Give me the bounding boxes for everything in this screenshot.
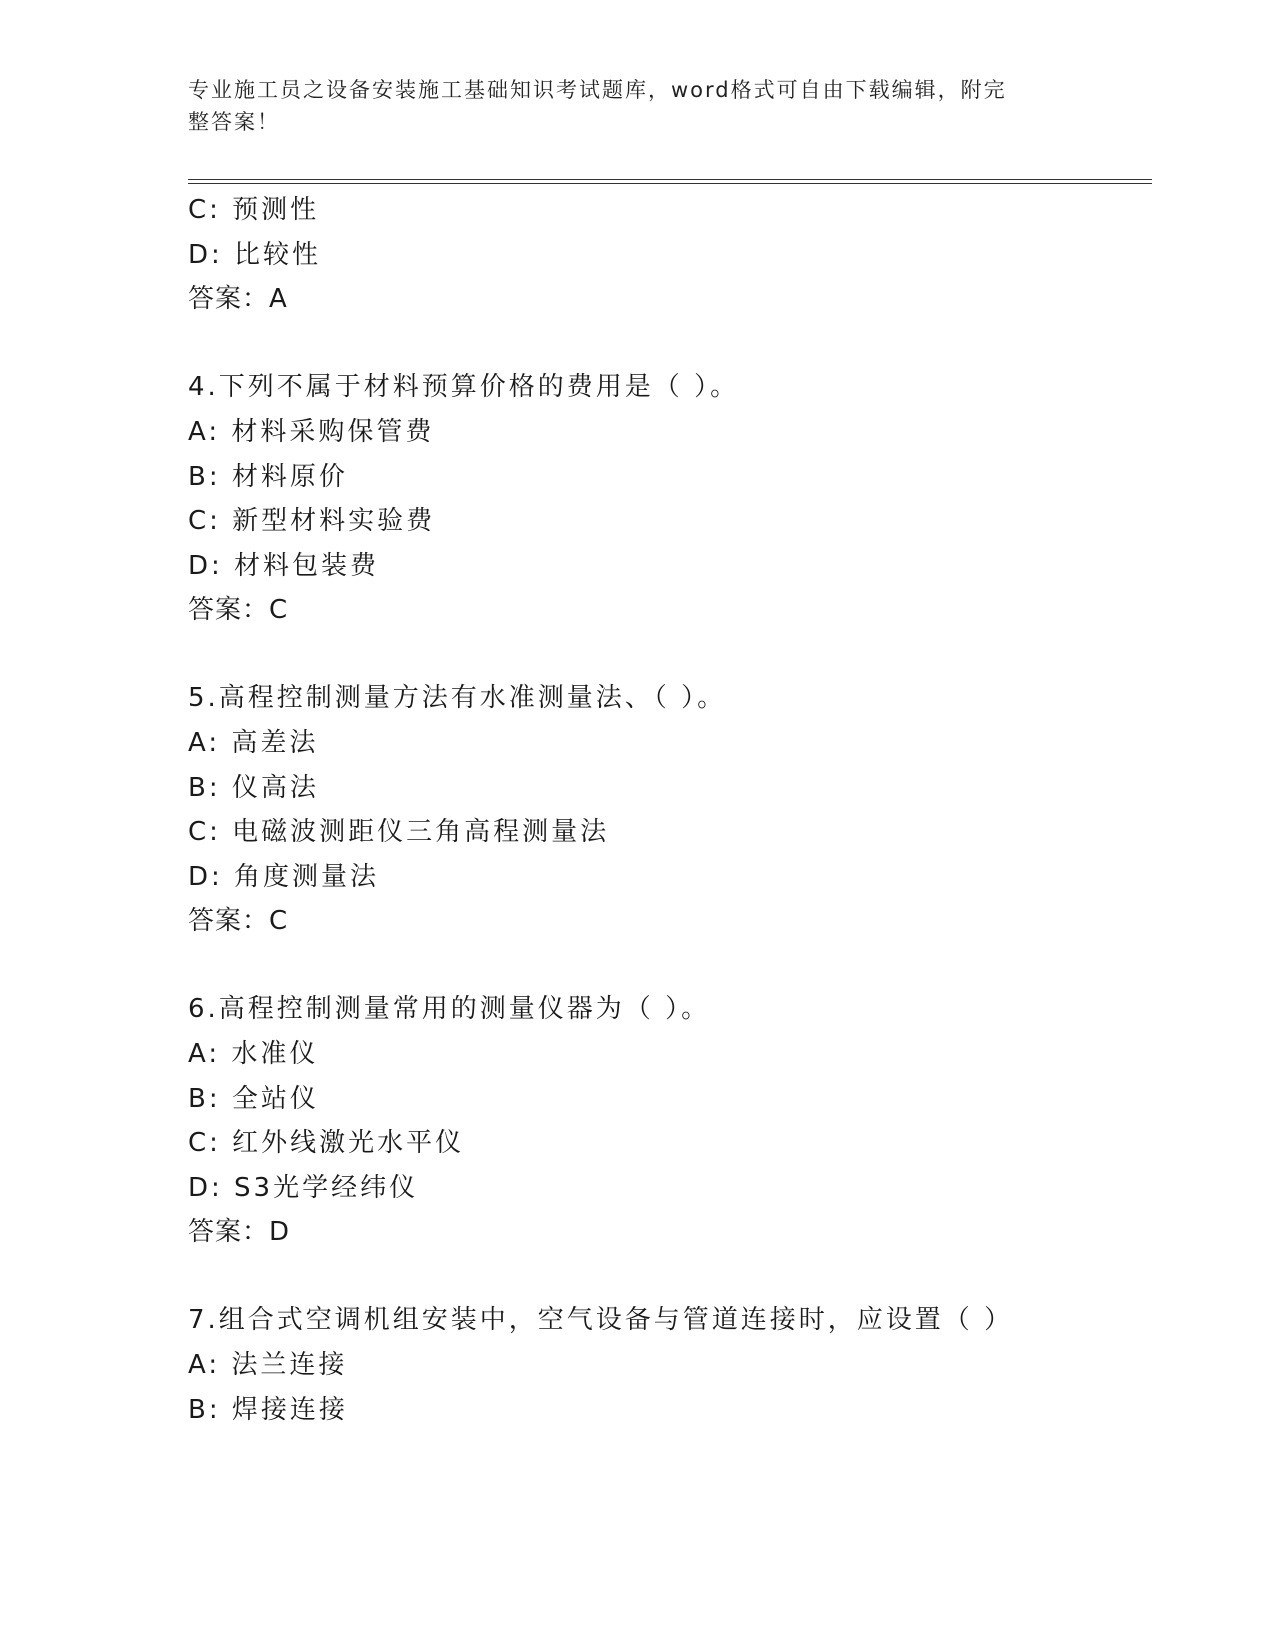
header-line-2: 整答案！	[188, 110, 280, 134]
option-a: A: 水准仪	[188, 1039, 319, 1069]
question-5: 5.高程控制测量方法有水准测量法、（ ）。	[188, 683, 727, 713]
option-d: D: 角度测量法	[188, 862, 380, 892]
answer: 答案：C	[188, 906, 289, 936]
option-c: C: 新型材料实验费	[188, 506, 436, 536]
answer: 答案：D	[188, 1217, 291, 1247]
answer: 答案：C	[188, 595, 289, 625]
option-a: A: 高差法	[188, 728, 319, 758]
header-rule-top	[188, 179, 1152, 180]
option-b: B: 材料原价	[188, 462, 348, 492]
option-b: B: 全站仪	[188, 1084, 319, 1114]
option-d: D: S3光学经纬仪	[188, 1173, 419, 1203]
answer: 答案：A	[188, 284, 288, 314]
option-c: C: 预测性	[188, 195, 320, 225]
option-b: B: 焊接连接	[188, 1395, 348, 1425]
question-6: 6.高程控制测量常用的测量仪器为（ ）。	[188, 994, 711, 1024]
option-d: D: 材料包装费	[188, 551, 380, 581]
header-line-1: 专业施工员之设备安装施工基础知识考试题库，word格式可自由下载编辑，附完	[188, 78, 1007, 102]
option-b: B: 仪高法	[188, 773, 319, 803]
document-header	[188, 74, 1068, 138]
option-c: C: 红外线激光水平仪	[188, 1128, 465, 1158]
question-7: 7.组合式空调机组安装中，空气设备与管道连接时，应设置（ ）	[188, 1305, 1014, 1335]
option-a: A: 材料采购保管费	[188, 417, 435, 447]
option-a: A: 法兰连接	[188, 1350, 348, 1380]
option-c: C: 电磁波测距仪三角高程测量法	[188, 817, 610, 847]
question-4: 4.下列不属于材料预算价格的费用是（ ）。	[188, 372, 740, 402]
header-rule-bottom	[188, 183, 1152, 184]
option-d: D: 比较性	[188, 240, 322, 270]
